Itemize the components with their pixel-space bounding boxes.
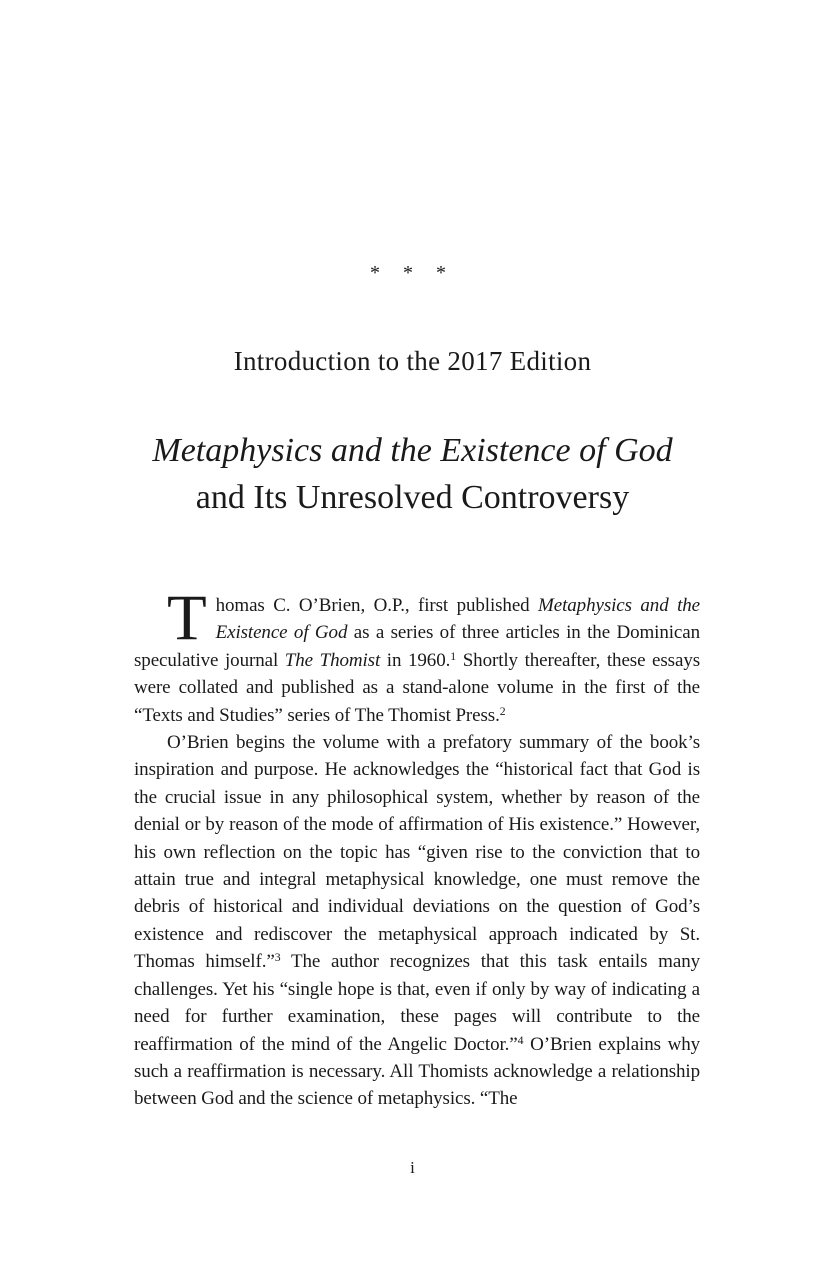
text-run: homas C. O’Brien, O.P., first published [215, 595, 539, 616]
footnote-ref-2: 2 [499, 704, 506, 718]
paragraph-2 [134, 729, 700, 1113]
book-title-line-italic: Metaphysics and the Existence of God [152, 432, 673, 469]
footnote-ref-3: 3 [274, 951, 281, 965]
body-text [134, 582, 701, 1113]
text-run: O’Brien explains why such a reaffirmation is necessary. All Thomists acknowledge a relationship between God and the science of metaphysics. “The [134, 1033, 701, 1110]
text-run: The author recognizes that this task entails many challenges. Yet his “single hope is that, even if only by way of indicating a need for further examination, these pages will contribute to the reaffirmation of the mind of the Angelic Doctor.” [134, 951, 700, 1055]
text-run: O’Brien begins the volume with a prefatory summary of the book’s inspiration and purpose. He acknowledges the “historical fact that God is the crucial issue in any philosophical system, whether by reason of the denial or by reason of the mode of affirmation of His existence.” However, his own reflection on the topic has “given rise to the conviction that to attain true and integral metaphysical knowledge, one must remove the debris of historical and individual deviations on the question of God’s existence and rediscover the metaphysical approach indicated by St. Thomas himself.” [134, 732, 700, 973]
drop-cap: T [167, 582, 207, 654]
text-run-italic: The Thomist [284, 649, 381, 671]
page-number-folio: i [410, 1158, 415, 1177]
chapter-heading: Introduction to the 2017 Edition [233, 346, 592, 376]
text-run: in 1960. [380, 649, 451, 671]
book-title [0, 427, 825, 521]
section-break-ornament: * * * [370, 262, 455, 284]
book-title-line-roman: and Its Unresolved Controversy [195, 479, 630, 516]
text-run-italic: Metaphysics and the Existence of God [215, 595, 700, 644]
footnote-ref-1: 1 [450, 649, 457, 663]
footnote-ref-4: 4 [517, 1033, 524, 1047]
text-run: as a series of three articles in the Dominican speculative journal [134, 622, 700, 671]
text-run: Shortly thereafter, these essays were collated and published as a stand-alone volume in the first of the “Texts and Studies” series of The Thomist Press. [134, 649, 701, 726]
paragraph-1 [134, 582, 701, 729]
